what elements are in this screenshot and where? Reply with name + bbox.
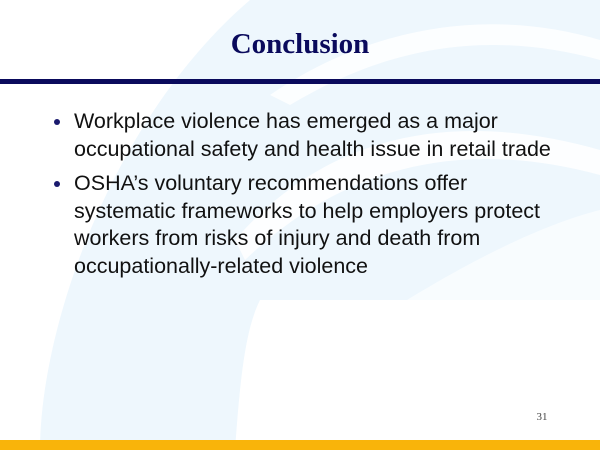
slide-title: Conclusion: [230, 28, 370, 60]
bullet-dot-icon: [54, 119, 60, 125]
title-divider: [0, 79, 600, 84]
bullet-text: OSHA’s voluntary recommendations offer systematic frameworks to help employers protect workers from risks of injury and death from occupationally-related violence: [74, 171, 540, 278]
bullet-text: Workplace violence has emerged as a major occupational safety and health issue in retail trade: [74, 109, 551, 161]
page-number: 31: [536, 411, 548, 423]
bullet-item: [52, 170, 552, 280]
bullet-dot-icon: [54, 181, 60, 187]
footer-band: [0, 440, 600, 450]
bullet-item: [52, 108, 552, 163]
bullet-list: [52, 108, 552, 287]
